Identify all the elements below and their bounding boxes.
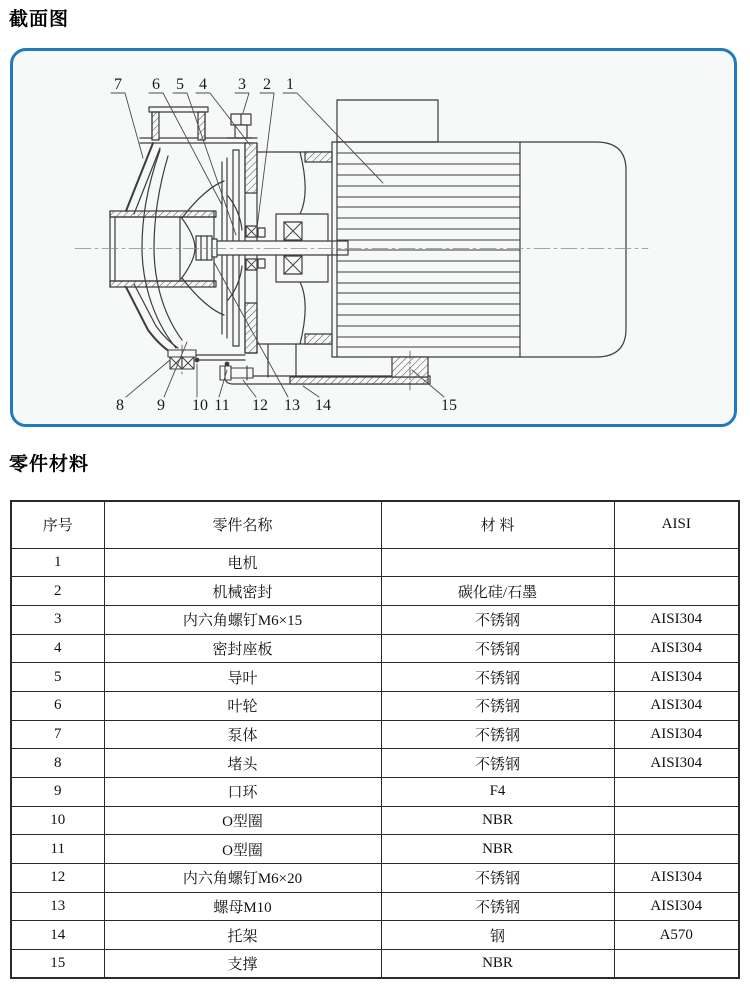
o-ring-10 [195, 358, 200, 363]
cell-part-name: 螺母M10 [104, 892, 381, 921]
cell-material: 不锈钢 [381, 634, 614, 663]
part-label-13: 13 [284, 397, 300, 414]
cell-aisi: AISI304 [614, 720, 739, 749]
cell-aisi: AISI304 [614, 864, 739, 893]
part-label-6: 6 [152, 76, 160, 93]
cell-aisi [614, 835, 739, 864]
cell-part-name: 密封座板 [104, 634, 381, 663]
cell-seq: 14 [11, 921, 104, 950]
part-label-8: 8 [116, 397, 124, 414]
cell-seq: 4 [11, 634, 104, 663]
table-row [11, 577, 739, 606]
o-ring-11 [225, 362, 230, 367]
cell-seq: 5 [11, 663, 104, 692]
cell-part-name: O型圈 [104, 806, 381, 835]
cell-aisi: AISI304 [614, 663, 739, 692]
part-label-3: 3 [238, 76, 246, 93]
part-label-9: 9 [157, 397, 165, 414]
column-header-material: 材 料 [381, 501, 614, 548]
cell-part-name: 导叶 [104, 663, 381, 692]
cell-aisi [614, 806, 739, 835]
cell-material: 不锈钢 [381, 691, 614, 720]
cell-aisi [614, 950, 739, 979]
parts-table-body [11, 548, 739, 978]
cell-part-name: 内六角螺钉M6×15 [104, 605, 381, 634]
cell-seq: 12 [11, 864, 104, 893]
table-row [11, 835, 739, 864]
cell-seq: 10 [11, 806, 104, 835]
cell-material: 不锈钢 [381, 605, 614, 634]
part-label-5: 5 [176, 76, 184, 93]
cell-aisi [614, 548, 739, 577]
cell-material: 碳化硅/石墨 [381, 577, 614, 606]
cell-material: 钢 [381, 921, 614, 950]
table-row [11, 720, 739, 749]
table-row [11, 663, 739, 692]
cell-aisi: AISI304 [614, 892, 739, 921]
diagram-panel [10, 48, 737, 427]
part-label-15: 15 [441, 397, 457, 414]
cell-aisi [614, 577, 739, 606]
cell-seq: 15 [11, 950, 104, 979]
part-label-2: 2 [263, 76, 271, 93]
table-row [11, 892, 739, 921]
cell-part-name: O型圈 [104, 835, 381, 864]
cell-aisi: AISI304 [614, 749, 739, 778]
part-label-4: 4 [199, 76, 207, 93]
table-row [11, 749, 739, 778]
section-title-cross-section: 截面图 [9, 9, 70, 30]
table-row [11, 605, 739, 634]
cell-aisi: A570 [614, 921, 739, 950]
cell-material: 不锈钢 [381, 749, 614, 778]
cell-part-name: 电机 [104, 548, 381, 577]
cell-material [381, 548, 614, 577]
cell-part-name: 机械密封 [104, 577, 381, 606]
table-row [11, 864, 739, 893]
cell-material: 不锈钢 [381, 892, 614, 921]
table-row [11, 634, 739, 663]
part-label-14: 14 [315, 397, 331, 414]
cell-material: 不锈钢 [381, 864, 614, 893]
cell-material: F4 [381, 778, 614, 807]
parts-materials-table [10, 500, 740, 979]
cell-seq: 3 [11, 605, 104, 634]
cell-seq: 11 [11, 835, 104, 864]
table-row [11, 691, 739, 720]
motor [332, 100, 626, 357]
cell-aisi: AISI304 [614, 634, 739, 663]
table-row [11, 778, 739, 807]
table-header-row [11, 501, 739, 548]
part-label-1: 1 [286, 76, 294, 93]
cell-material: 不锈钢 [381, 663, 614, 692]
cell-material: NBR [381, 806, 614, 835]
table-row [11, 950, 739, 979]
cell-material: NBR [381, 835, 614, 864]
table-row [11, 921, 739, 950]
bracket-and-support [225, 351, 430, 390]
cell-part-name: 叶轮 [104, 691, 381, 720]
cell-part-name: 支撑 [104, 950, 381, 979]
shaft-assembly [196, 214, 348, 282]
part-label-7: 7 [114, 76, 122, 93]
column-header-seq: 序号 [11, 501, 104, 548]
section-title-parts-materials: 零件材料 [9, 454, 90, 475]
cell-seq: 7 [11, 720, 104, 749]
pump-casing [110, 107, 252, 360]
table-row [11, 548, 739, 577]
cell-seq: 2 [11, 577, 104, 606]
cell-material: NBR [381, 950, 614, 979]
pump-cross-section-drawing [13, 51, 734, 424]
cell-part-name: 口环 [104, 778, 381, 807]
cell-part-name: 托架 [104, 921, 381, 950]
cell-aisi [614, 778, 739, 807]
plug-and-bottom-screw [168, 345, 253, 380]
cell-seq: 9 [11, 778, 104, 807]
table-row [11, 806, 739, 835]
column-header-aisi: AISI [614, 501, 739, 548]
cell-material: 不锈钢 [381, 720, 614, 749]
cell-part-name: 泵体 [104, 720, 381, 749]
part-label-10: 10 [192, 397, 208, 414]
cell-part-name: 内六角螺钉M6×20 [104, 864, 381, 893]
column-header-name: 零件名称 [104, 501, 381, 548]
cell-seq: 6 [11, 691, 104, 720]
cell-seq: 13 [11, 892, 104, 921]
cell-seq: 8 [11, 749, 104, 778]
cell-seq: 1 [11, 548, 104, 577]
part-label-12: 12 [252, 397, 268, 414]
cell-aisi: AISI304 [614, 691, 739, 720]
cell-part-name: 堵头 [104, 749, 381, 778]
part-label-11: 11 [214, 397, 230, 414]
cell-aisi: AISI304 [614, 605, 739, 634]
